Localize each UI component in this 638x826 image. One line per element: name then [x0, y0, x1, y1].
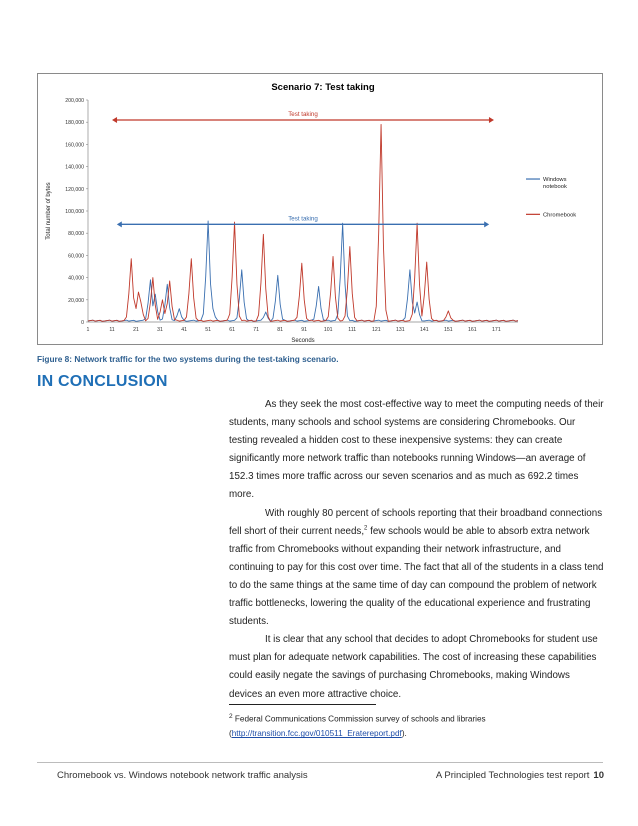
footnote-ref[interactable]: 2 [364, 525, 368, 532]
y-tick-label: 20,000 [68, 297, 84, 304]
annotation-label: Test taking [288, 110, 318, 118]
y-axis-title: Total number of bytes [46, 182, 52, 240]
paragraph-3: It is clear that any school that decides to adopt Chromebooks for student use must plan for adequate network capabilities. The cost of increasing these capabilities could easily negate the savings of purchasing Chromebooks, making Windows devices an even more attractive choice. [229, 634, 598, 700]
footer-report-label: A Principled Technologies test report [435, 770, 590, 781]
paragraph-2-end: few schools would be able to absorb extra network traffic from Chromebooks without expanding their network infrastructure, and continuing to pay for this cost over time. The fact that all of the students in a class tend to do the same things at the same time of day can compound the problem of network traffic bottlenecks, lowering the quality of the educational experience and frustrating students. [229, 525, 604, 628]
footnote-divider [229, 704, 376, 705]
footnote-close-paren: ). [401, 729, 407, 739]
y-tick-label: 60,000 [68, 253, 84, 260]
x-tick-label: 171 [492, 327, 501, 333]
footer-report [436, 770, 604, 781]
x-tick-label: 121 [371, 327, 381, 333]
x-tick-label: 161 [468, 327, 477, 333]
section-heading: IN CONCLUSION [37, 373, 168, 390]
paragraph-1: As they seek the most cost-effective way to meet the computing needs of their students, many schools and school systems are considering Chromebooks. Our testing revealed a hidden cost to these inexpensive systems: they can create significantly more network traffic than notebooks running Windows—an average of 152.3 times more traffic across our seven scenarios and as much as 692.2 times more. [229, 399, 604, 501]
chart-title: Scenario 7: Test taking [271, 82, 375, 93]
y-tick-label: 40,000 [68, 275, 84, 282]
y-tick-label: 180,000 [65, 120, 84, 127]
paragraph-2-start: With roughly 80 percent of schools reporting that their broadband connections fell short of their current needs, [229, 507, 603, 537]
x-axis-title: Seconds [291, 338, 315, 344]
footnote [229, 710, 609, 742]
conclusion-body [229, 396, 605, 704]
legend-label-chromebook: Chromebook [543, 212, 577, 219]
annotation-arrowhead-right [484, 221, 489, 227]
x-tick-label: 11 [109, 327, 115, 333]
x-tick-label: 101 [323, 327, 333, 333]
footer-divider [37, 762, 603, 763]
x-tick-label: 51 [205, 327, 212, 333]
chart-svg [38, 74, 604, 346]
x-tick-label: 71 [253, 327, 260, 333]
y-tick-label: 0 [81, 320, 84, 326]
annotation-label: Test taking [288, 215, 318, 223]
series-line-windows [88, 221, 518, 321]
y-tick-label: 140,000 [65, 164, 84, 171]
annotation-arrowhead-left [117, 221, 122, 227]
footnote-link[interactable]: http://transition.fcc.gov/010511_Eratereport.pdf [231, 729, 402, 739]
x-tick-label: 41 [181, 327, 187, 333]
series-line-chromebook [88, 124, 518, 321]
y-tick-label: 120,000 [65, 186, 84, 193]
annotation-arrowhead-left [112, 117, 117, 123]
x-tick-label: 111 [348, 327, 357, 333]
paragraph-2 [229, 505, 605, 632]
x-tick-label: 81 [277, 327, 284, 333]
x-tick-label: 91 [301, 327, 308, 333]
network-traffic-chart [37, 73, 603, 345]
annotation-arrowhead-right [489, 117, 494, 123]
x-tick-label: 1 [86, 327, 90, 333]
x-tick-label: 151 [444, 327, 453, 333]
x-tick-label: 31 [157, 327, 163, 333]
x-tick-label: 131 [395, 327, 405, 333]
y-tick-label: 160,000 [65, 142, 84, 149]
footer-title: Chromebook vs. Windows notebook network traffic analysis [57, 770, 308, 781]
x-tick-label: 21 [133, 327, 139, 333]
footnote-open-paren: ( [229, 729, 232, 739]
y-tick-label: 100,000 [65, 209, 84, 215]
y-tick-label: 80,000 [68, 231, 84, 238]
x-tick-label: 141 [419, 327, 429, 333]
legend-label-windows: Windows notebook [543, 177, 567, 191]
footnote-number: 2 [229, 713, 233, 720]
page-number: 10 [593, 770, 604, 781]
x-tick-label: 61 [229, 327, 236, 333]
y-tick-label: 200,000 [65, 98, 84, 104]
footnote-text: Federal Communications Commission survey of schools and libraries [232, 714, 486, 724]
figure-caption: Figure 8: Network traffic for the two systems during the test-taking scenario. [37, 354, 339, 364]
